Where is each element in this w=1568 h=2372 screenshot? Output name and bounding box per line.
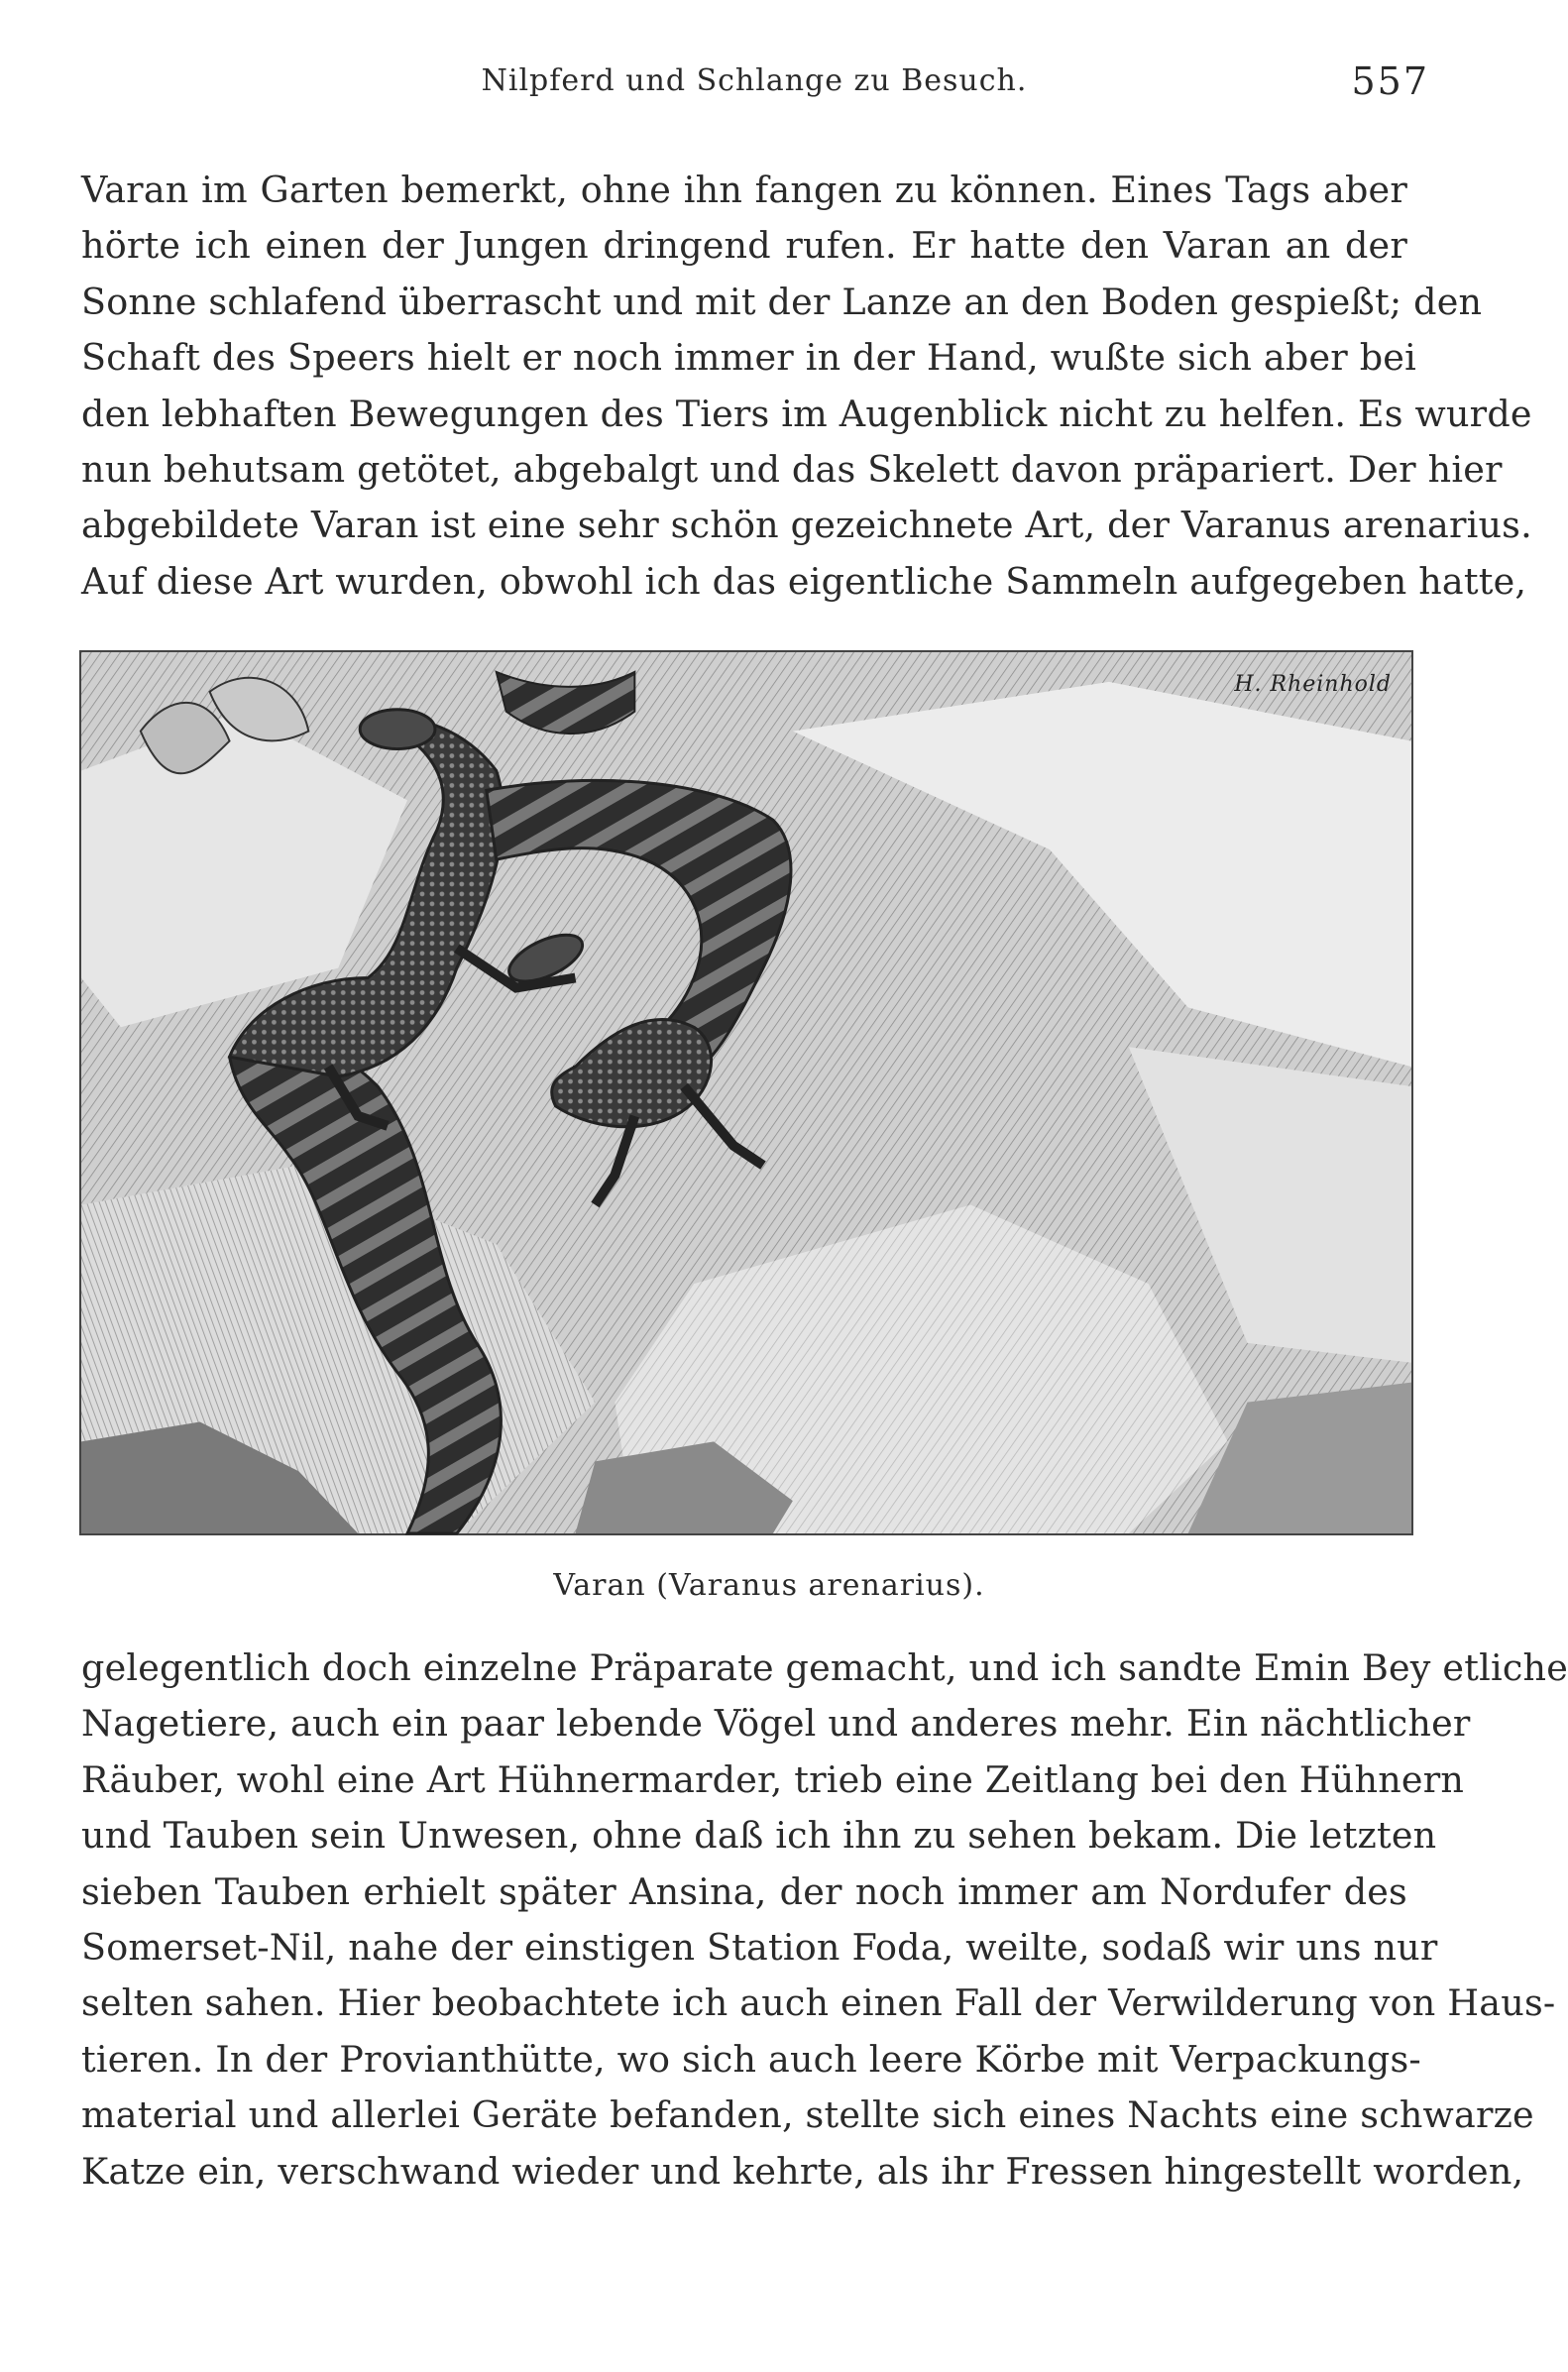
artist-signature: H. Rheinhold (1234, 672, 1392, 697)
text-line: Nagetiere, auch ein paar lebende Vögel und anderes mehr. Ein nächtlicher (81, 1702, 1471, 1746)
text-line: tieren. In der Provianthütte, wo sich auch leere Körbe mit Verpackungs- (81, 2037, 1421, 2081)
running-title: Nilpferd und Schlange zu Besuch. (481, 63, 1028, 98)
text-line: den lebhaften Bewegungen des Tiers im Augenblick nicht zu helfen. Es wurde (81, 392, 1532, 435)
text-line: hörte ich einen der Jungen dringend rufen. Er hatte den Varan an der (81, 224, 1407, 268)
text-line: Auf diese Art wurden, obwohl ich das eigentliche Sammeln aufgegeben hatte, (81, 559, 1527, 603)
text-line: material und allerlei Geräte befanden, stellte sich eines Nachts eine schwarze (81, 2093, 1534, 2137)
text-line: Varan im Garten bemerkt, ohne ihn fangen zu können. Eines Tags aber (81, 169, 1407, 211)
text-line: Räuber, wohl eine Art Hühnermarder, trieb eine Zeitlang bei den Hühnern (81, 1757, 1465, 1801)
monitor-lizard-engraving (79, 650, 1413, 1535)
text-line: gelegentlich doch einzelne Präparate gemacht, und ich sandte Emin Bey etliche (81, 1646, 1568, 1689)
text-line: Somerset-Nil, nahe der einstigen Station Foda, weilte, sodaß wir uns nur (81, 1925, 1438, 1969)
text-line: Sonne schlafend überrascht und mit der Lanze an den Boden gespießt; den (81, 280, 1483, 323)
text-line: Schaft des Speers hielt er noch immer in der Hand, wußte sich aber bei (81, 336, 1416, 380)
text-line: selten sahen. Hier beobachtete ich auch einen Fall der Verwilderung von Haus- (81, 1981, 1556, 2025)
text-line: nun behutsam getötet, abgebalgt und das Skelett davon präpariert. Der hier (81, 447, 1503, 491)
page-number: 557 (1351, 59, 1429, 103)
text-line: und Tauben sein Unwesen, ohne daß ich ihn zu sehen bekam. Die letzten (81, 1814, 1437, 1858)
top-paragraph (81, 163, 1532, 610)
text-line: abgebildete Varan ist eine sehr schön gezeichnete Art, der Varanus arenarius. (81, 504, 1532, 547)
text-line: sieben Tauben erhielt später Ansina, der noch immer am Nordufer des (81, 1869, 1407, 1913)
bottom-paragraph (81, 1640, 1568, 2200)
running-head (79, 59, 1429, 115)
engraving-illustration (81, 652, 1411, 1533)
text-line: Katze ein, verschwand wieder und kehrte, als ihr Fressen hingestellt worden, (81, 2149, 1524, 2193)
figure-caption: Varan (Varanus arenarius). (553, 1568, 985, 1603)
